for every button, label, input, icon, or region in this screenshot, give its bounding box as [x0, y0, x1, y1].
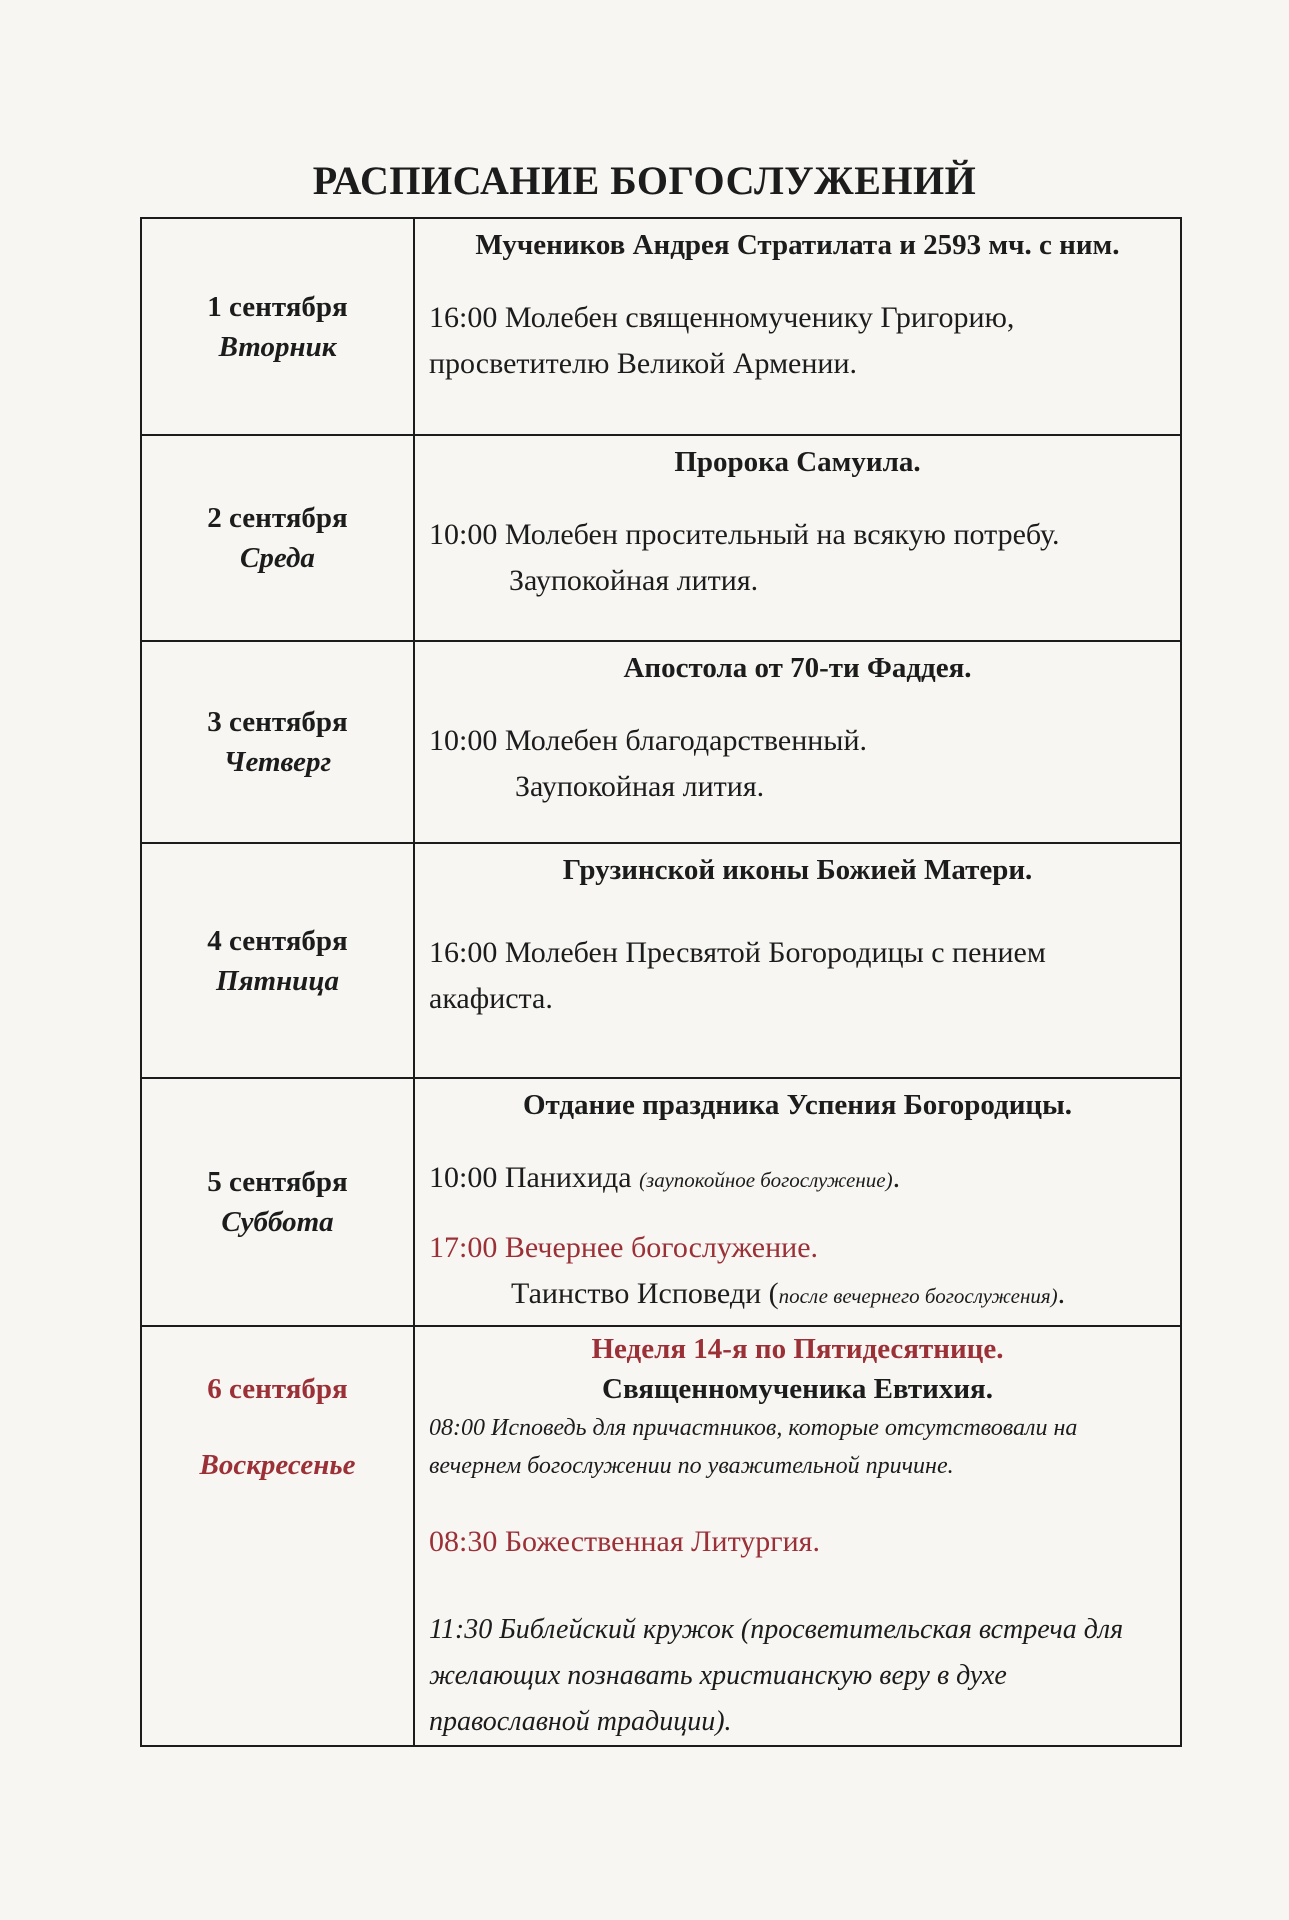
- service-line: Заупокойная лития.: [515, 770, 765, 803]
- schedule-row: [141, 435, 1181, 641]
- service-text-end: .: [1057, 1277, 1066, 1310]
- date-cell: [141, 843, 414, 1078]
- weekday-label: Пятница: [216, 964, 339, 997]
- service-line: [429, 1155, 1166, 1203]
- service-line: 10:00 Молебен благодарственный.: [429, 724, 868, 757]
- service-line: 16:00 Молебен Пресвятой Богородицы с пением: [429, 936, 1046, 969]
- date-cell: [141, 641, 414, 843]
- feast-title: Мучеников Андрея Стратилата и 2593 мч. с ним.: [475, 229, 1120, 261]
- service-line: [429, 1271, 1166, 1319]
- date-label: 4 сентября: [207, 924, 348, 957]
- schedule-row: [141, 1326, 1181, 1746]
- services-cell: [414, 641, 1181, 843]
- date-cell: [141, 1326, 414, 1746]
- schedule-row: [141, 1078, 1181, 1326]
- service-note: (заупокойное богослужение): [639, 1168, 893, 1192]
- weekday-label: Среда: [240, 542, 315, 574]
- feast-title: Неделя 14-я по Пятидесятнице.: [591, 1333, 1004, 1365]
- date-cell: [141, 218, 414, 435]
- feast-title: Апостола от 70-ти Фаддея.: [623, 652, 972, 684]
- services-cell: [414, 218, 1181, 435]
- weekday-label: Четверг: [223, 746, 332, 778]
- schedule-row: [141, 218, 1181, 435]
- service-line: 10:00 Молебен просительный на всякую потребу.: [429, 518, 1060, 551]
- feast-title: Отдание праздника Успения Богородицы.: [522, 1089, 1073, 1121]
- feast-title: Грузинской иконы Божией Матери.: [562, 854, 1033, 886]
- services-cell: [414, 843, 1181, 1078]
- services-cell: [414, 1326, 1181, 1746]
- date-label: 5 сентября: [207, 1166, 348, 1198]
- date-label: 3 сентября: [207, 706, 348, 738]
- schedule-row: [141, 641, 1181, 843]
- weekday-label: Вторник: [218, 330, 337, 363]
- date-cell: [141, 1078, 414, 1326]
- schedule-table: [140, 217, 1182, 1747]
- services-cell: [414, 1078, 1181, 1326]
- vespers-line: 17:00 Вечернее богослужение.: [429, 1231, 819, 1264]
- weekday-label: Воскресенье: [199, 1449, 356, 1481]
- services-cell: [414, 435, 1181, 641]
- date-label: 2 сентября: [207, 502, 348, 534]
- page-title: РАСПИСАНИЕ БОГОСЛУЖЕНИЙ: [312, 158, 977, 203]
- confession-note: 08:00 Исповедь для причастников, которые отсутствовали на вечернем богослужении по уважительной причине.: [429, 1415, 1078, 1479]
- date-label: 1 сентября: [207, 290, 348, 323]
- service-line: 16:00 Молебен священномученику Григорию,: [429, 301, 1015, 334]
- service-note: после вечернего богослужения): [778, 1284, 1058, 1308]
- feast-title: Пророка Самуила.: [674, 446, 921, 478]
- date-label: 6 сентября: [207, 1373, 348, 1405]
- bible-club-line: 11:30 Библейский кружок (просветительская встреча для желающих познавать христианскую веру в духе православной традиции).: [429, 1614, 1124, 1737]
- date-cell: [141, 435, 414, 641]
- service-text-end: .: [892, 1161, 901, 1194]
- saint-title: Священномученика Евтихия.: [602, 1373, 993, 1405]
- service-line: акафиста.: [429, 982, 553, 1015]
- liturgy-line: 08:30 Божественная Литургия.: [429, 1525, 820, 1558]
- service-line: просветителю Великой Армении.: [429, 347, 858, 380]
- service-line: Заупокойная лития.: [509, 564, 759, 597]
- weekday-label: Суббота: [221, 1206, 334, 1238]
- service-text: 10:00 Панихида: [429, 1161, 632, 1194]
- schedule-row: [141, 843, 1181, 1078]
- service-text: Таинство Исповеди (: [511, 1277, 779, 1310]
